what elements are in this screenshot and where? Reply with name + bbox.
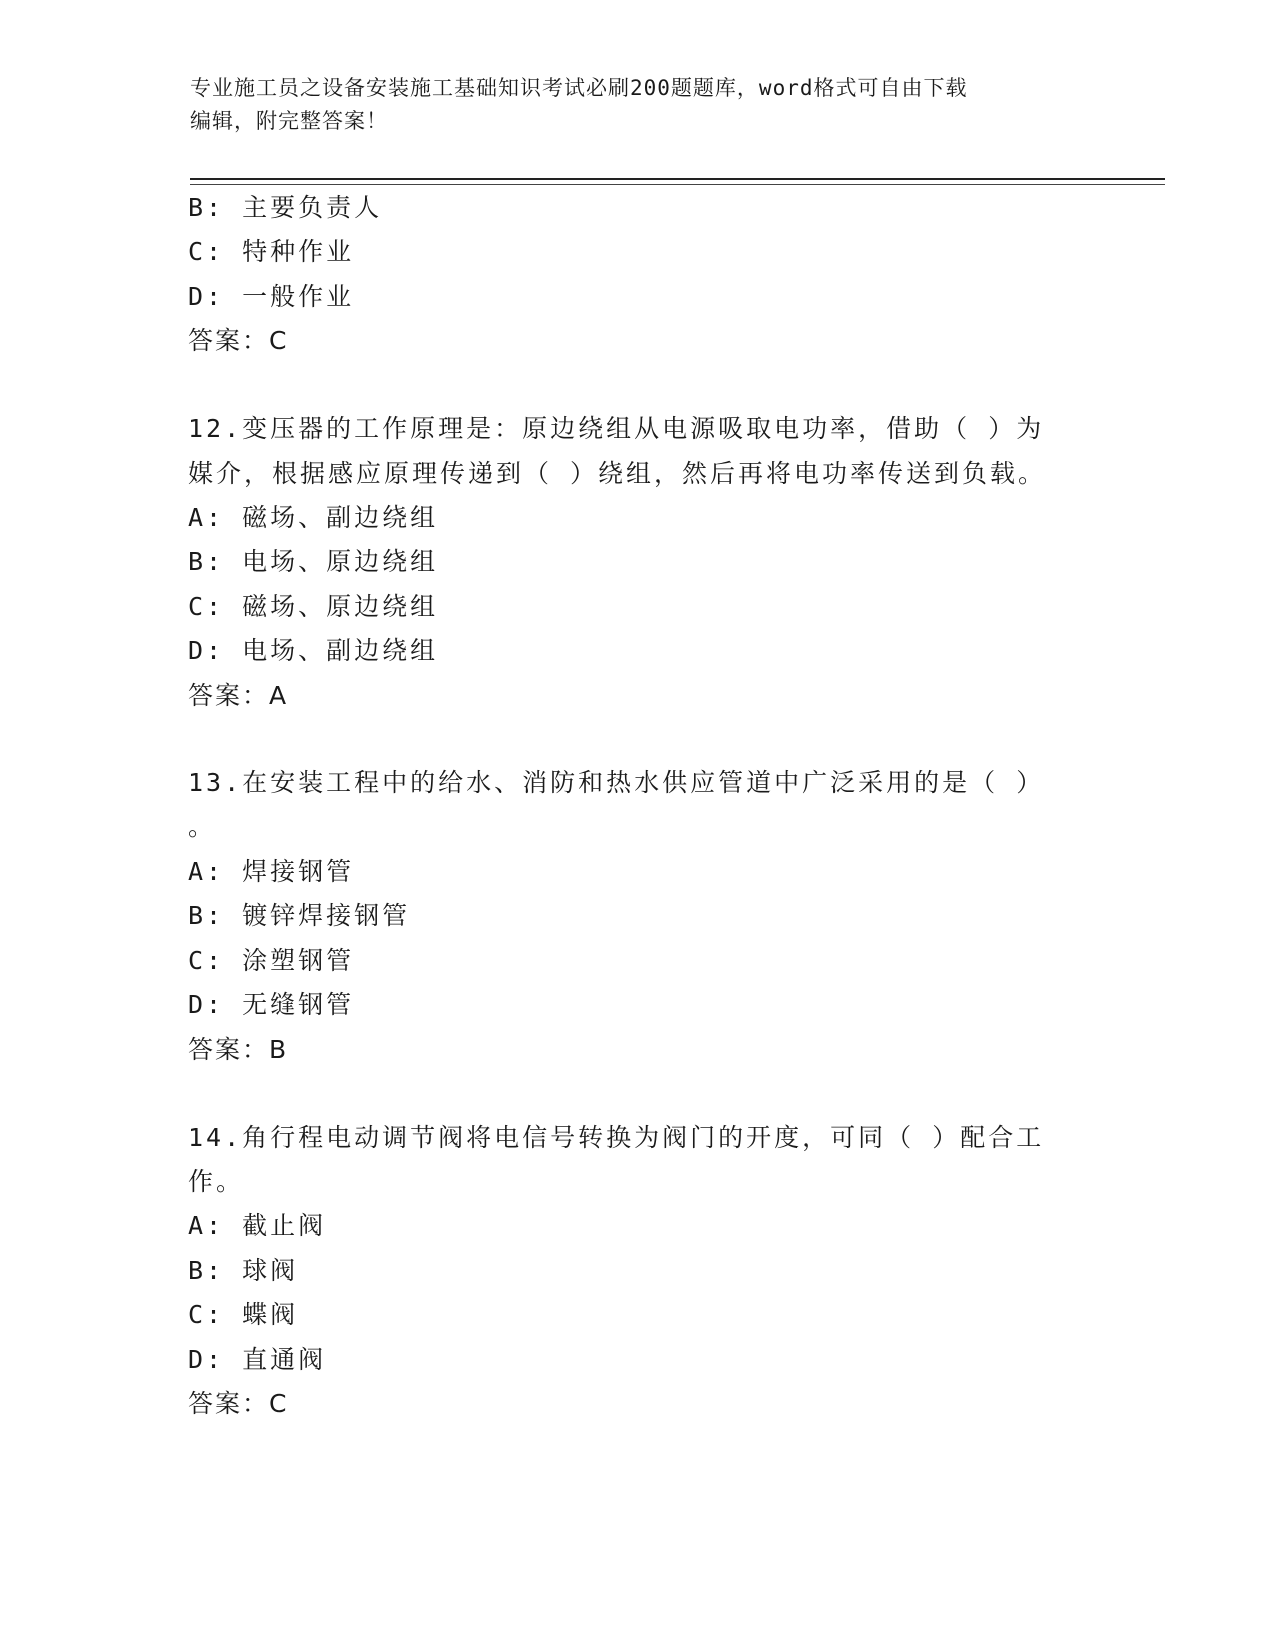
q12-option-b: B: 电场、原边绕组	[188, 547, 439, 576]
q13-stem-line-1: 13.在安装工程中的给水、消防和热水供应管道中广泛采用的是（ ）	[188, 768, 1045, 797]
q14-stem-line-1: 14.角行程电动调节阀将电信号转换为阀门的开度，可同（ ）配合工	[188, 1123, 1045, 1152]
q14-option-a: A: 截止阀	[188, 1211, 327, 1240]
header-divider-thin	[190, 184, 1165, 185]
q13-stem-line-2: 。	[188, 812, 217, 841]
q14-option-c: C: 蝶阀	[188, 1300, 299, 1329]
q14-stem-line-2: 作。	[188, 1167, 245, 1196]
q14-answer: 答案：C	[188, 1389, 289, 1418]
q12-option-a: A: 磁场、副边绕组	[188, 503, 439, 532]
q13-answer: 答案：B	[188, 1035, 289, 1064]
q12-option-d: D: 电场、副边绕组	[188, 636, 439, 665]
document-title-line-1: 专业施工员之设备安装施工基础知识考试必刷200题题库，word格式可自由下载	[190, 76, 968, 100]
q12-stem-line-2: 媒介，根据感应原理传递到（ ）绕组，然后再将电功率传送到负载。	[188, 459, 1047, 488]
q11-option-b: B: 主要负责人	[188, 193, 383, 222]
q13-option-a: A: 焊接钢管	[188, 857, 355, 886]
q13-option-d: D: 无缝钢管	[188, 990, 355, 1019]
q13-option-c: C: 涂塑钢管	[188, 946, 355, 975]
q12-answer: 答案：A	[188, 681, 289, 710]
q14-option-b: B: 球阀	[188, 1256, 299, 1285]
q12-option-c: C: 磁场、原边绕组	[188, 592, 439, 621]
document-title-line-2: 编辑，附完整答案！	[190, 109, 388, 133]
header-divider-thick	[190, 178, 1165, 180]
q11-answer: 答案：C	[188, 326, 289, 355]
q13-option-b: B: 镀锌焊接钢管	[188, 901, 411, 930]
document-header	[190, 72, 1070, 138]
q12-stem-line-1: 12.变压器的工作原理是：原边绕组从电源吸取电功率，借助（ ）为	[188, 414, 1045, 443]
q11-option-d: D: 一般作业	[188, 282, 355, 311]
q11-option-c: C: 特种作业	[188, 237, 355, 266]
q14-option-d: D: 直通阀	[188, 1345, 327, 1374]
